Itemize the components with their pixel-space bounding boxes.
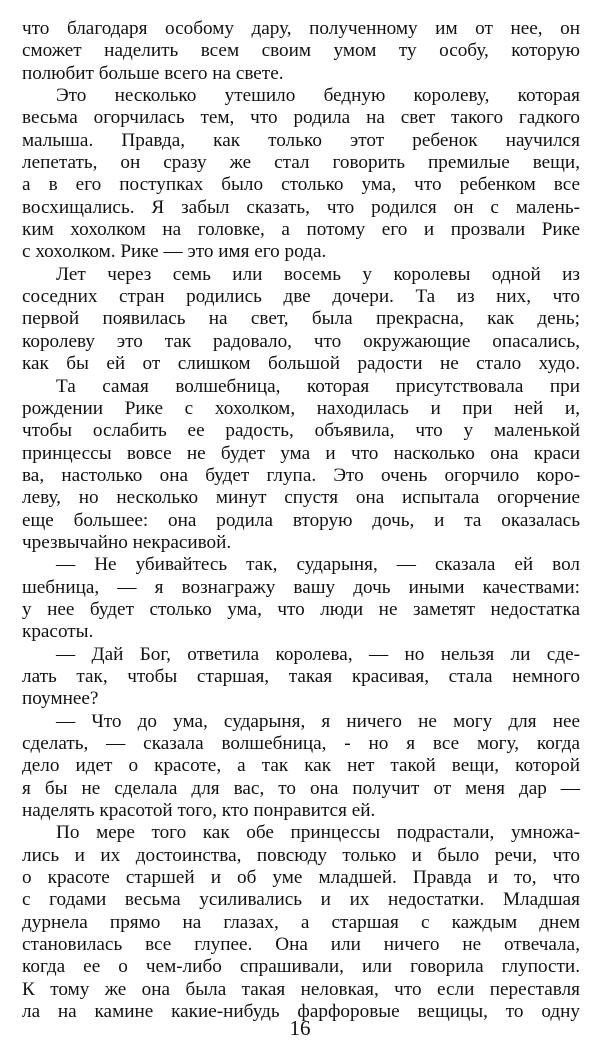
text-line: королеву это так радовало, что окружающие опасались, [22, 330, 580, 352]
text-line: чрезвычайно некрасивой. [22, 531, 232, 553]
text-line: у нее будет столько ума, что люди не заметят недостатка [22, 598, 580, 620]
text-line: когда ее о чем-либо спрашивали, или говорила глупости. [22, 956, 580, 978]
text-line: Лет через семь или восемь у королевы одной из [56, 263, 580, 285]
text-line: — Не убивайтесь так, сударыня, — сказала ей вол [56, 554, 580, 576]
paragraph [22, 554, 580, 643]
text-line: поумнее? [22, 688, 99, 710]
text-line: По мере того как обе принцессы подрастали, умножа- [56, 822, 580, 844]
text-line: ва, настолько она будет глупа. Это очень огорчило коро- [22, 464, 580, 486]
paragraph [22, 85, 580, 264]
text-line: Та самая волшебница, которая присутствовала при [56, 375, 580, 397]
paragraph [22, 18, 580, 85]
text-line: К тому же она была такая неловкая, что если переставля [22, 978, 580, 1000]
text-line: сможет наделить всем своим умом ту особу, которую [22, 40, 580, 62]
text-line: малыша. Правда, как только этот ребенок научился [22, 129, 580, 151]
text-line: соседних стран родились две дочери. Та из них, что [22, 286, 580, 308]
paragraph [22, 376, 580, 555]
text-line: леву, но несколько минут спустя она испытала огорчение [22, 487, 580, 509]
text-line: принцессы вовсе не будет ума и что насколько она краси [22, 442, 580, 464]
text-line: ла на камине какие-нибудь фарфоровые вещицы, то одну [22, 1001, 580, 1023]
text-line: о красоте старшей и об уме младшей. Правда и то, что [22, 867, 580, 889]
text-line: становилась все глупее. Она или ничего не отвечала, [22, 934, 580, 956]
text-line: восхищались. Я забыл сказать, что родился он с малень- [22, 196, 580, 218]
text-line: еще большее: она родила вторую дочь, и та оказалась [22, 509, 580, 531]
text-line: красоты. [22, 621, 94, 643]
text-line: дурнела прямо на глазах, а старшая с каждым днем [22, 911, 580, 933]
text-line: сделать, — сказала волшебница, - но я все могу, когда [22, 733, 580, 754]
text-line: чтобы ослабить ее радость, объявила, что у маленькой [22, 420, 580, 442]
text-line: весьма огорчилась тем, что родила на свет такого гадкого [22, 107, 580, 129]
paragraph [22, 822, 580, 1023]
text-line: полюбит больше всего на свете. [22, 62, 284, 84]
text-line: — Что до ума, сударыня, я ничего не могу для нее [56, 710, 580, 732]
text-line: я бы не сделала для вас, то она получит от меня дар — [22, 777, 580, 799]
text-line: Это несколько утешило бедную королеву, которая [56, 85, 580, 107]
text-line: первой появилась на свет, была прекрасна, как день; [22, 308, 580, 330]
paragraph [22, 264, 580, 376]
text-line: ким хохолком на головке, а потому его и прозвали Рике [22, 219, 580, 241]
book-page-text [22, 18, 580, 1023]
text-line: лепетать, он сразу же стал говорить премилые вещи, [22, 152, 580, 174]
text-line: лись и их достоинства, повсюду только и было речи, что [22, 844, 580, 866]
text-line: рождении Рике с хохолком, находилась и при ней и, [22, 397, 580, 419]
page-number: 16 [289, 1016, 311, 1040]
text-line: как бы ей от слишком большой радости не стало худо. [22, 353, 580, 375]
text-line: с годами весьма усиливались и их недостатки. Младшая [22, 889, 580, 911]
text-line: лать так, чтобы старшая, такая красивая, стала немного [22, 665, 580, 687]
text-line: дело идет о красоте, а так как нет такой вещи, которой [22, 755, 580, 777]
text-line: с хохолком. Рике — это имя его рода. [22, 241, 327, 263]
text-line: шебница, — я вознагражу вашу дочь иными качествами: [22, 576, 580, 598]
text-line: — Дай Бог, ответила королева, — но нельзя ли сде- [56, 643, 580, 665]
paragraph [22, 644, 580, 711]
paragraph [22, 711, 580, 823]
text-line: что благодаря особому дару, полученному им от нее, он [22, 18, 580, 39]
text-line: наделять красотой того, кто понравится ей. [22, 800, 376, 822]
text-line: а в его поступках было столько ума, что ребенком все [22, 174, 580, 196]
